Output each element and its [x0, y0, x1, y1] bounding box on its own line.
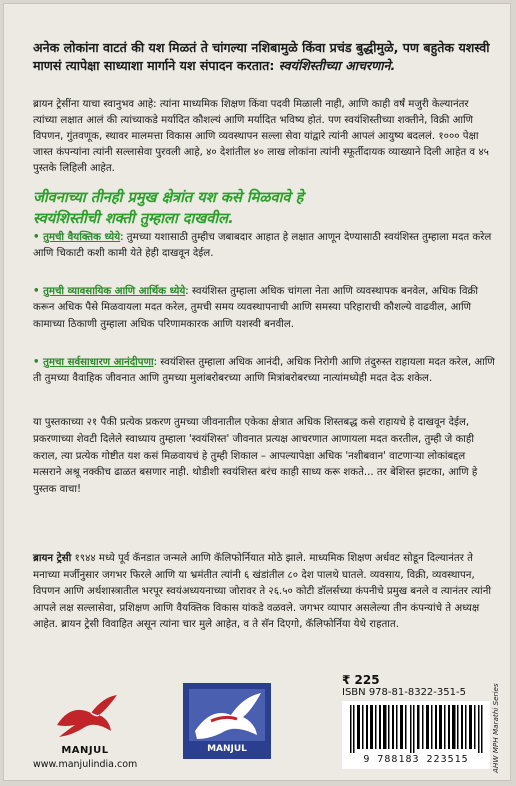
green-headline [33, 187, 495, 229]
bullet-personal-goals [33, 230, 495, 263]
barcode-digits: 9 788183 223515 [363, 754, 469, 765]
bullet-icon: • [33, 232, 44, 243]
author-story-paragraph: ब्रायन ट्रेसींना याचा स्वानुभव आहे: त्यांना माध्यमिक शिक्षण किंवा पदवी मिळाली नाही, आणि काही वर्षं मजुरी केल्यानंतर त्यांच्या लक्षात आलं की त्यांच्याकडे मर्यादित कौशल्यं आणि मर्यादित भविष्य होतं. पण स्वयंशिस्तीच्या शक्तीने, विक्री आणि विपणन, गुंतवणूक, स्थावर मालमत्ता विकास आणि व्यवस्थापन सल्ला सेवा यांद्वारे त्यांनी आपलं आयुष्य बदललं. १००० पेक्षा जास्त कंपन्यांना त्यांनी सल्लासेवा पुरवली आहे, ४० देशांतील ४० लाख लोकांना त्यांनी स्फूर्तीदायक व्याख्याने दिली आहेत व ४५ पुस्तके लिहिली आहेत. [33, 99, 489, 174]
bullet-heading: तुमचा सर्वसाधारण आनंदीपणा [43, 357, 154, 368]
isbn: ISBN 978-81-8322-351-5 [342, 687, 466, 698]
barcode [342, 701, 490, 769]
bullet-heading: तुमची व्यावसायिक आणि आर्थिक ध्येये [43, 286, 186, 297]
bullet-icon: • [33, 286, 44, 297]
badge-brand: MANJUL [207, 744, 247, 754]
green-headline-emphasis: स्वयंशिस्तीची शक्ती [33, 210, 135, 227]
intro-emphasis: स्वयंशिस्तीच्या आचरणाने. [278, 58, 396, 73]
bullet-heading: तुमची वैयक्तिक ध्येये [43, 232, 121, 243]
publisher-url: www.manjulindia.com [33, 759, 138, 770]
green-headline-line1: जीवनाच्या तीनही प्रमुख क्षेत्रांत यश कसे मिळवावे हे [33, 189, 304, 206]
author-bio-text: १९४४ मध्ये पूर्व कॅनडात जन्मले आणि कॅलिफोर्नियात मोठे झाले. माध्यमिक शिक्षण अर्धवट सोडून दिल्यानंतर ते मनाच्या मर्जीनुसार जगभर फिरले आणि या भ्रमंतीत त्यांनी ६ खंडांतील ८० देश पालथे घातले. व्यवसाय, विक्री, व्यवस्थापन, विपणन आणि अर्थशास्त्रातील भरपूर स्वयंअध्ययनाच्या जोरावर ते २६.५० कोटी डॉलर्सच्या कंपनीचे प्रमुख बनले व त्यानंतर त्यांनी आपले लक्ष सल्लासेवा, प्रशिक्षण आणि वैयक्तिक विकास यांकडे वळवले. जगभर व्यापार असलेल्या तीन कंपन्यांचे ते अध्यक्ष आहेत. ब्रायन ट्रेसी विवाहित असून त्यांना चार मुले आहेत, व ते सॅन दिएगो, कॅलिफोर्निया येथे राहतात. [33, 553, 491, 630]
bullet-text: : तुमच्या यशासाठी तुम्हीच जबाबदार आहात हे लक्षात आणून देण्यासाठी स्वयंशिस्त तुम्हाला मदत करेल आणि चिकाटी कशी कामी येते हेही दाखवून देईल. [33, 232, 492, 260]
publisher-badge-logo [181, 681, 273, 761]
back-cover [3, 3, 511, 781]
publisher-bird-logo [51, 691, 119, 745]
green-headline-rest: तुम्हाला दाखवील. [134, 210, 234, 227]
book-summary-paragraph: या पुस्तकाच्या २१ पैकी प्रत्येक प्रकरण तुमच्या जीवनातील एकेका क्षेत्रात अधिक शिस्तबद्ध कसे राहायचे हे दाखवून देईल, प्रकरणाच्या शेवटी दिलेले स्वाध्याय तुम्हाला 'स्वयंशिस्त' जीवनात प्रत्यक्ष आचरणात आणायला मदत करतील, तुम्ही जे काही कराल, त्या प्रत्येक गोष्टीत यश कसं मिळवायचं हे तुम्ही शिकाल – आपल्यापेक्षा अधिक 'नशीबवान' वाटणाऱ्या लोकांबद्दल मत्सराने अश्रू नक्कीच ढाळत बसणार नाही. थोडीशी स्वयंशिस्त बरंच काही साध्य करू शकते... तर बेशिस्त झटका, आणि हे पुस्तक वाचा! [33, 417, 478, 496]
intro-text: अनेक लोकांना वाटतं की यश मिळतं ते चांगल्या नशिबामुळे किंवा प्रचंड बुद्धीमुळे, पण बहुतेक यशस्वी माणसं त्यापेक्षा साध्याशा मार्गाने यश संपादन करतात: [33, 40, 490, 73]
bullet-happiness [33, 355, 495, 388]
barcode-bars-icon [350, 705, 484, 753]
publisher-brand: MANJUL [61, 745, 109, 756]
author-name: ब्रायन ट्रेसी [33, 553, 72, 564]
bullet-icon: • [33, 357, 44, 368]
price: ₹ 225 [342, 673, 380, 687]
series-label: AHW MPH Marathi Series [491, 683, 500, 773]
author-bio-paragraph [33, 551, 495, 634]
bullet-text: : स्वयंशिस्त तुम्हाला अधिक चांगला नेता आणि व्यवस्थापक बनवेल, अधिक विक्री करून अधिक पैसे मिळवायला मदत करेल, तुमची समय व्यवस्थापनाची आणि समस्या परिहाराची कौशल्ये वाढवील, आणि कामाच्या ठिकाणी तुम्हाला अधिक परिणामकारक आणि यशस्वी बनवील. [33, 286, 479, 330]
bullet-text: : स्वयंशिस्त तुम्हाला अधिक आनंदी, अधिक निरोगी आणि तंदुरुस्त राहायला मदत करेल, आणि ती तुमच्या वैवाहिक जीवनात आणि तुमच्या मुलांबरोबरच्या आणि मित्रांबरोबरच्या नात्यांमध्येही मदत देऊ शकेल. [33, 357, 495, 385]
intro-paragraph [33, 39, 495, 75]
bullet-professional-goals [33, 284, 495, 333]
